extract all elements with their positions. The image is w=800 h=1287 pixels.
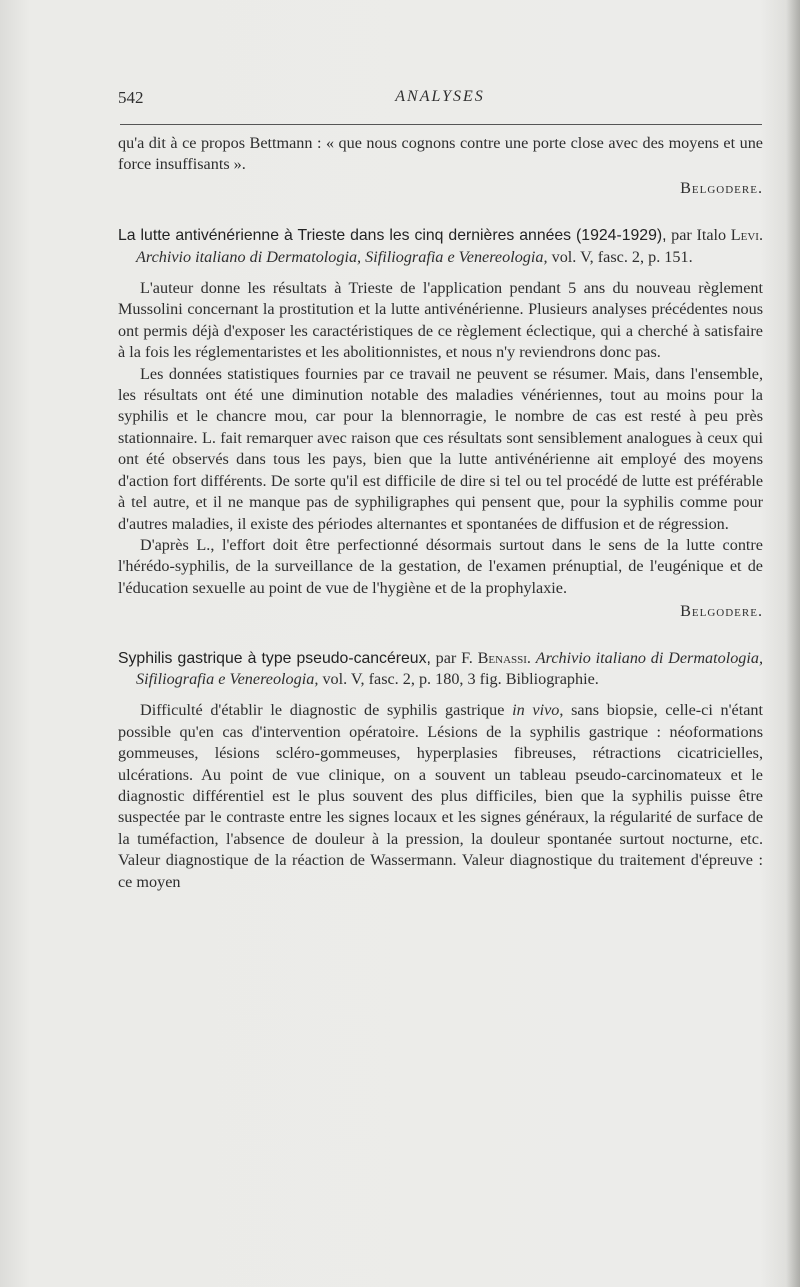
page-header <box>118 88 762 116</box>
paragraph-text: Difficulté d'établir le diagnostic de syphilis gastrique <box>140 701 513 720</box>
heading-separator: . <box>758 226 763 245</box>
article-heading <box>118 648 763 691</box>
heading-separator: . <box>526 648 536 667</box>
byline-par: par <box>666 226 697 245</box>
byline-par: par <box>430 648 462 667</box>
journal-name: Archivio italiano di Dermatologia, Sifiliografia e Venereologia, <box>136 648 764 688</box>
journal-name: Archivio italiano di Dermatologia, Sifiliografia e Venereologia, <box>136 247 548 266</box>
signature: Belgodere. <box>680 602 763 621</box>
running-title: ANALYSES <box>395 88 485 105</box>
paragraph-text: , sans biopsie, celle-ci n'étant possible qu'en cas d'intervention opératoire. Lésions de la syphilis gastrique : néoformations gommeuses, lésions scléro-gommeuses, hyperplasies fibreuses, rétractions cicatricielles, ulcérations. Au point de vue clinique, on a souvent un tableau pseudo-carcinomateux et le diagnostic différentiel est le plus souvent des plus difficiles, bien que la syphilis puisse être suspectée par le contraste entre les signes locaux et les signes généraux, la régularité de surface de la tuméfaction, l'absence de douleur à la pression, la douleur spontanée surtout nocturne, etc. Valeur diagnostique de la réaction de Wassermann. Valeur diagnostique du traitement d'épreuve : ce moyen <box>118 701 763 891</box>
citation-details: vol. V, fasc. 2, p. 151. <box>547 247 693 266</box>
citation-details: vol. V, fasc. 2, p. 180, 3 fig. Bibliographie. <box>318 669 599 688</box>
text-column <box>118 133 763 893</box>
article-title: Syphilis gastrique à type pseudo-cancéreux, <box>118 649 431 667</box>
page-number: 542 <box>118 88 144 107</box>
page-edge-shadow <box>786 0 800 1287</box>
author-last-name: Levi <box>730 226 759 245</box>
previous-article-ending: qu'a dit à ce propos Bettmann : « que nous cognons contre une porte close avec des moyens et une force insuffisants ». <box>118 134 763 174</box>
article-heading <box>118 225 763 268</box>
header-rule <box>120 124 762 125</box>
signature: Belgodere. <box>680 178 763 197</box>
article-paragraph: D'après L., l'effort doit être perfectionné désormais surtout dans le sens de la lutte contre l'hérédo-syphilis, de la surveillance de la gestation, de l'examen prénuptial, de l'eugénique et de l'éducation sexuelle au point de vue de l'hygiène et de la prophylaxie. <box>118 535 763 597</box>
author-first-name: F. <box>461 648 478 667</box>
article-paragraph <box>118 700 763 893</box>
author-first-name: Italo <box>696 226 731 245</box>
article-paragraph: Les données statistiques fournies par ce travail ne peuvent se résumer. Mais, dans l'ensemble, les résultats ont été une diminution notable des maladies vénériennes, tout au moins pour la syphilis et le chancre mou, car pour la blennorragie, le nombre de cas est resté à peu près stationnaire. L. fait remarquer avec raison que ces résultats sont sensiblement analogues à ceux qui ont été observés dans tous les pays, bien que la lutte antivénérienne ait employé des moyens d'action fort différents. De sorte qu'il est difficile de dire si tel ou tel procédé de lutte est préférable à tel autre, et il ne manque pas de syphiligraphes qui pensent que, pour la syphilis comme pour d'autres maladies, il existe des périodes alternantes et spontanées de diffusion et de régression. <box>118 364 763 533</box>
article-title: La lutte antivénérienne à Trieste dans les cinq dernières années (1924-1929), <box>118 227 667 245</box>
latin-term: in vivo <box>512 701 560 720</box>
article-paragraph: L'auteur donne les résultats à Trieste de l'application pendant 5 ans du nouveau règlement Mussolini concernant la prostitution et la lutte antivénérienne. Plusieurs analyses précédentes nous ont permis déjà d'exposer les caractéristiques de ce règlement éclectique, qui a cherché à satisfaire à la fois les réglementaristes et les abolitionnistes, et nous n'y reviendrons donc pas. <box>118 279 763 362</box>
author-last-name: Benassi <box>477 648 527 667</box>
